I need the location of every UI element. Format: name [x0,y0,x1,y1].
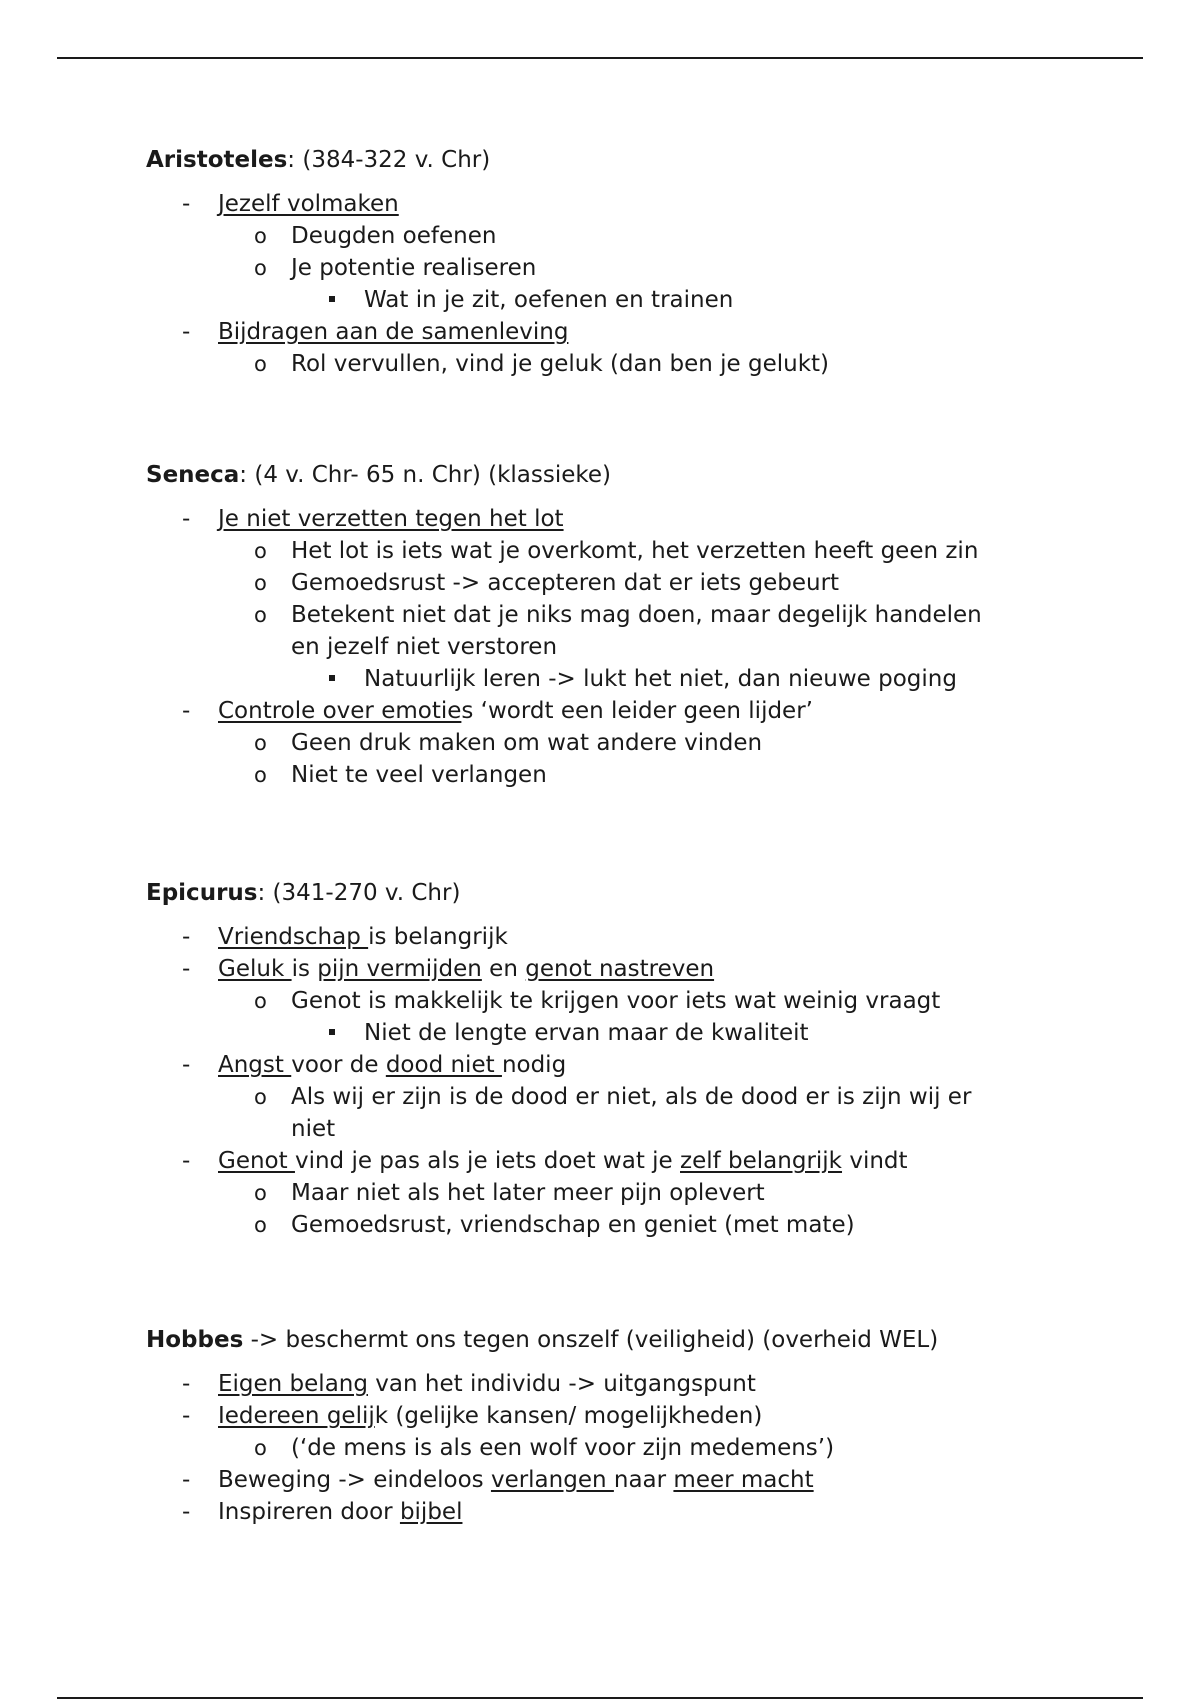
list-item-level-1 [146,316,1086,348]
header-rule [57,57,1143,59]
list-item-continuation [146,631,1086,663]
section-heading [146,873,1086,913]
item-text: Niet te veel verlangen [291,762,547,788]
item-text: Gemoedsrust -> accepteren dat er iets gebeurt [291,570,840,596]
circle-bullet-icon: o [254,1181,267,1205]
list-item-level-3 [146,663,1086,695]
item-text: Genot is makkelijk te krijgen voor iets wat weinig vraagt [291,988,941,1014]
item-text: en jezelf niet verstoren [291,634,558,660]
philosopher-name: Epicurus [146,880,258,906]
list-item-level-1 [146,503,1086,535]
circle-bullet-icon: o [254,763,267,787]
item-text: Rol vervullen, vind je geluk (dan ben je gelukt) [291,351,830,377]
item-text: Beweging -> eindeloos [218,1467,491,1493]
item-text: Gemoedsrust, vriendschap en geniet (met mate) [291,1212,855,1238]
item-text: k (gelijke kansen/ mogelijkheden) [374,1403,763,1429]
item-text: is [291,956,318,982]
list-item-level-2 [146,1081,1086,1113]
underlined-text: bijbel [399,1499,463,1525]
underlined-text: Eigen belang [218,1371,368,1397]
list-item-level-3 [146,284,1086,316]
circle-bullet-icon: o [254,1436,267,1460]
circle-bullet-icon: o [254,352,267,376]
underlined-text: Angst [218,1052,292,1078]
item-text: niet [291,1116,336,1142]
underlined-text: genot nastreven [525,956,715,982]
underlined-text: zelf belangrijk [680,1148,843,1174]
section-epicurus [146,873,1086,1241]
dash-bullet-icon: - [182,1467,191,1493]
heading-detail: -> beschermt ons tegen onszelf (veiligheid) (overheid WEL) [243,1327,939,1353]
item-text: Natuurlijk leren -> lukt het niet, dan nieuwe poging [364,666,957,692]
list-item-level-2 [146,727,1086,759]
philosopher-name: Aristoteles [146,147,288,173]
dash-bullet-icon: - [182,319,191,345]
list-item-level-2 [146,1209,1086,1241]
circle-bullet-icon: o [254,256,267,280]
circle-bullet-icon: o [254,1213,267,1237]
circle-bullet-icon: o [254,989,267,1013]
underlined-text: Je niet verzetten tegen het lot [218,506,564,532]
philosopher-name: Hobbes [146,1327,244,1353]
circle-bullet-icon: o [254,1085,267,1109]
circle-bullet-icon: o [254,603,267,627]
underlined-text: Controle over emotie [218,698,462,724]
item-text: Het lot is iets wat je overkomt, het verzetten heeft geen zin [291,538,979,564]
underlined-text: Iedereen gelij [218,1403,375,1429]
square-bullet-icon [329,663,335,695]
item-text: vindt [842,1148,908,1174]
heading-detail: : (384-322 v. Chr) [287,147,491,173]
section-heading [146,1320,1086,1360]
list-item-level-1 [146,695,1086,727]
dash-bullet-icon: - [182,1403,191,1429]
list-item-level-2 [146,985,1086,1017]
list-item-level-1 [146,1464,1086,1496]
section-aristoteles [146,140,1086,380]
list-item-level-2 [146,1177,1086,1209]
dash-bullet-icon: - [182,1371,191,1397]
circle-bullet-icon: o [254,224,267,248]
underlined-text: Jezelf volmaken [218,191,399,217]
list-item-level-2 [146,1432,1086,1464]
item-text: en [481,956,526,982]
item-text: Wat in je zit, oefenen en trainen [364,287,734,313]
dash-bullet-icon: - [182,1499,191,1525]
list-item-level-1 [146,188,1086,220]
square-bullet-icon [329,1017,335,1049]
dash-bullet-icon: - [182,506,191,532]
item-text: Niet de lengte ervan maar de kwaliteit [364,1020,809,1046]
underlined-text: Vriendschap [218,924,369,950]
dash-bullet-icon: - [182,924,191,950]
footer-rule [57,1697,1143,1699]
bullet-list [146,503,1086,791]
list-item-level-3 [146,1017,1086,1049]
item-text: Als wij er zijn is de dood er niet, als de dood er is zijn wij er [291,1084,972,1110]
circle-bullet-icon: o [254,539,267,563]
dash-bullet-icon: - [182,1148,191,1174]
list-item-level-1 [146,1145,1086,1177]
list-item-level-1 [146,1496,1086,1528]
underlined-text: Geluk [218,956,292,982]
bullet-list [146,188,1086,380]
bullet-list [146,921,1086,1241]
dash-bullet-icon: - [182,698,191,724]
philosopher-name: Seneca [146,462,240,488]
underlined-text: Bijdragen aan de samenleving [218,319,569,345]
item-text: is belangrijk [368,924,508,950]
underlined-text: verlangen [490,1467,614,1493]
list-item-level-2 [146,535,1086,567]
list-item-level-2 [146,220,1086,252]
section-heading [146,140,1086,180]
item-text: vind je pas als je iets doet wat je [294,1148,681,1174]
list-item-level-2 [146,759,1086,791]
item-text: van het individu -> uitgangspunt [367,1371,756,1397]
list-item-level-2 [146,567,1086,599]
circle-bullet-icon: o [254,731,267,755]
list-item-continuation [146,1113,1086,1145]
item-text: Je potentie realiseren [291,255,537,281]
heading-detail: : (4 v. Chr- 65 n. Chr) (klassieke) [239,462,612,488]
list-item-level-1 [146,1368,1086,1400]
dash-bullet-icon: - [182,956,191,982]
item-text: Betekent niet dat je niks mag doen, maar degelijk handelen [291,602,982,628]
list-item-level-1 [146,953,1086,985]
heading-detail: : (341-270 v. Chr) [257,880,461,906]
list-item-level-1 [146,1049,1086,1081]
item-text: Maar niet als het later meer pijn oplevert [291,1180,765,1206]
section-seneca [146,455,1086,791]
list-item-level-2 [146,252,1086,284]
list-item-level-2 [146,348,1086,380]
item-text: s ‘wordt een leider geen lijder’ [461,698,813,724]
item-text: Inspireren door [218,1499,400,1525]
dash-bullet-icon: - [182,191,191,217]
list-item-level-2 [146,599,1086,631]
list-item-level-1 [146,1400,1086,1432]
item-text: Geen druk maken om wat andere vinden [291,730,763,756]
underlined-text: Genot [218,1148,295,1174]
item-text: voor de [291,1052,386,1078]
underlined-text: dood niet [385,1052,502,1078]
square-bullet-icon [329,284,335,316]
bullet-list [146,1368,1086,1528]
item-text: (‘de mens is als een wolf voor zijn medemens’) [291,1435,835,1461]
underlined-text: pijn vermijden [317,956,482,982]
dash-bullet-icon: - [182,1052,191,1078]
item-text: naar [613,1467,674,1493]
circle-bullet-icon: o [254,571,267,595]
list-item-level-1 [146,921,1086,953]
underlined-text: meer macht [673,1467,814,1493]
section-heading [146,455,1086,495]
section-hobbes [146,1320,1086,1528]
item-text: Deugden oefenen [291,223,497,249]
item-text: nodig [501,1052,567,1078]
